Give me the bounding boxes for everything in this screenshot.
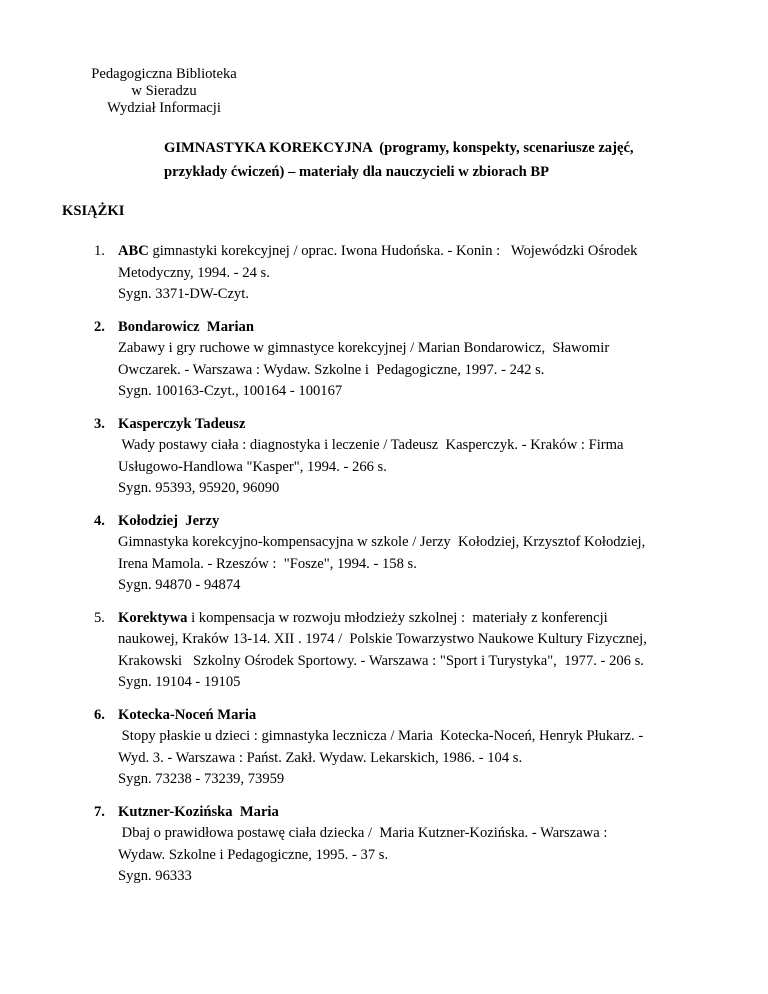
- entry-signature: Sygn. 94870 - 94874: [118, 577, 241, 593]
- entry-author: Kasperczyk Tadeusz: [118, 415, 246, 432]
- entry-number: 7.: [94, 803, 105, 820]
- entry-number: 2.: [94, 318, 105, 335]
- section-heading: KSIĄŻKI: [62, 203, 125, 219]
- list-item: [86, 802, 706, 888]
- entry-line: Irena Mamola. - Rzeszów : "Fosze", 1994. - 158 s.: [118, 555, 417, 572]
- entry-signature: Sygn. 73238 - 73239, 73959: [118, 771, 285, 787]
- entry-number: 4.: [94, 512, 105, 529]
- entry-line: Wady postawy ciała : diagnostyka i leczenie / Tadeusz Kasperczyk. - Kraków : Firma: [118, 437, 624, 453]
- entry-author: Kotecka-Noceń Maria: [118, 706, 257, 723]
- entry-line: Owczarek. - Warszawa : Wydaw. Szkolne i Pedagogiczne, 1997. - 242 s.: [118, 361, 545, 378]
- entry-line: Dbaj o prawidłowa postawę ciała dziecka / Maria Kutzner-Kozińska. - Warszawa :: [118, 825, 608, 841]
- entry-lead-rest: gimnastyki korekcyjnej / oprac. Iwona Hudońska. - Konin : Wojewódzki Ośrodek: [148, 243, 638, 259]
- title-line-2: przykłady ćwiczeń) – materiały dla nauczycieli w zbiorach BP: [164, 164, 550, 180]
- library-name: Pedagogiczna Biblioteka: [91, 66, 237, 82]
- entry-signature: Sygn. 19104 - 19105: [118, 674, 241, 690]
- entry-lead-line: [118, 608, 706, 630]
- entry-line: Metodyczny, 1994. - 24 s.: [118, 264, 270, 281]
- entry-author: Bondarowicz Marian: [118, 318, 254, 335]
- entry-line: Zabawy i gry ruchowe w gimnastyce korekcyjnej / Marian Bondarowicz, Sławomir: [118, 340, 610, 356]
- list-item: [86, 414, 706, 500]
- list-item: [86, 705, 706, 791]
- list-item: [86, 317, 706, 403]
- list-item: [86, 511, 706, 597]
- title-line-1: GIMNASTYKA KOREKCYJNA (programy, konspekty, scenariusze zajęć,: [164, 140, 634, 156]
- entry-lead: ABC: [118, 243, 149, 259]
- entry-number: 5.: [94, 609, 105, 626]
- library-city: w Sieradzu: [131, 83, 197, 99]
- entry-line: Usługowo-Handlowa "Kasper", 1994. - 266 s.: [118, 458, 387, 475]
- entry-signature: Sygn. 3371-DW-Czyt.: [118, 286, 249, 302]
- bibliography-list: [86, 241, 706, 888]
- document-title: [164, 136, 724, 184]
- entry-author: Kołodziej Jerzy: [118, 512, 220, 529]
- list-item: [86, 241, 706, 306]
- library-department: Wydział Informacji: [107, 100, 221, 116]
- entry-author: Kutzner-Kozińska Maria: [118, 803, 279, 820]
- entry-signature: Sygn. 96333: [118, 868, 192, 884]
- entry-line: Wyd. 3. - Warszawa : Państ. Zakł. Wydaw. Lekarskich, 1986. - 104 s.: [118, 749, 523, 766]
- entry-signature: Sygn. 100163-Czyt., 100164 - 100167: [118, 383, 343, 399]
- entry-lead: Korektywa: [118, 609, 188, 626]
- entry-line: Gimnastyka korekcyjno-kompensacyjna w szkole / Jerzy Kołodziej, Krzysztof Kołodziej,: [118, 534, 646, 550]
- entry-line: naukowej, Kraków 13-14. XII . 1974 / Polskie Towarzystwo Naukowe Kultury Fizycznej,: [118, 631, 647, 647]
- entry-lead-rest: i kompensacja w rozwoju młodzieży szkolnej : materiały z konferencji: [187, 609, 608, 626]
- entry-number: 1.: [94, 243, 105, 259]
- entry-line: Krakowski Szkolny Ośrodek Sportowy. - Warszawa : "Sport i Turystyka", 1977. - 206 s.: [118, 652, 644, 669]
- entry-line: Stopy płaskie u dzieci : gimnastyka lecznicza / Maria Kotecka-Noceń, Henryk Płukarz. -: [118, 728, 644, 744]
- list-item: [86, 608, 706, 694]
- entry-lead-line: [118, 241, 706, 263]
- entry-number: 6.: [94, 706, 105, 723]
- entry-line: Wydaw. Szkolne i Pedagogiczne, 1995. - 37 s.: [118, 846, 389, 863]
- entry-number: 3.: [94, 415, 105, 432]
- entry-signature: Sygn. 95393, 95920, 96090: [118, 480, 280, 496]
- library-header: [80, 66, 248, 117]
